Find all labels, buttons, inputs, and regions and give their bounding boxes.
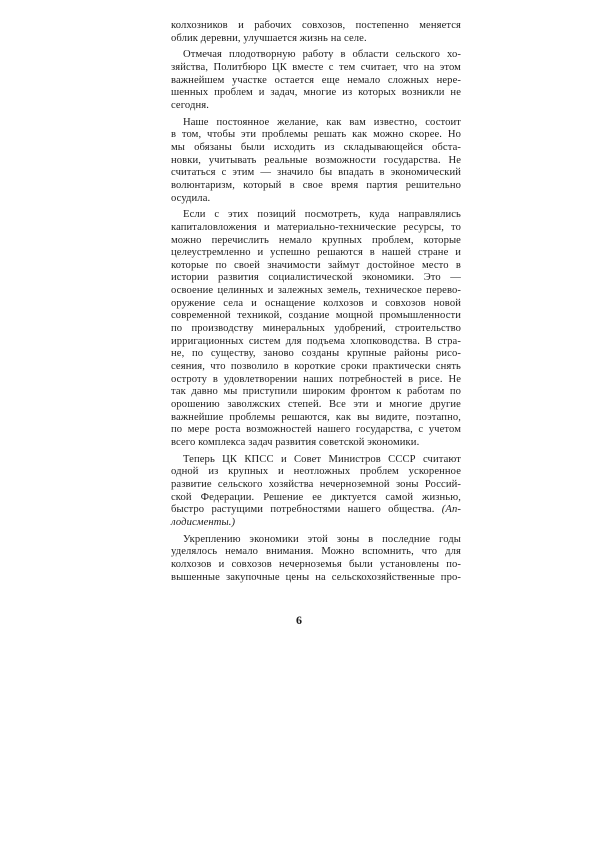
text-line: Если с этих позиций посмотреть, куда направлялись	[183, 209, 461, 221]
text-line: важнейшем участке остается еще немало сложных нере-	[171, 74, 461, 86]
text-line: новки, учитывать реальные возможности государства. Не	[171, 154, 461, 166]
text-line: в том, чтобы эти проблемы решать как можно скорее. Но	[171, 129, 461, 141]
page-number: 6	[296, 613, 302, 627]
text-line: мы обязаны были исходить из складывающейся обста-	[171, 141, 461, 153]
text-line: целеустремленно и успешно решаются в нашей стране и	[171, 247, 461, 259]
text-line: по мере роста возможностей нашего государства, с учетом	[171, 424, 461, 436]
text-line: Теперь ЦК КПСС и Совет Министров СССР считают	[183, 453, 461, 465]
text-line: колхозов и совхозов нечерноземья были установлены по-	[171, 558, 461, 570]
text-line: ирригационных систем для подъема хлопководства. В стра-	[171, 335, 461, 347]
text-line: оружение села и оснащение колхозов и совхозов новой	[171, 297, 461, 309]
text-line: вышенные закупочные цены на сельскохозяйственные про-	[171, 571, 461, 583]
applause-note: лодисменты.)	[171, 516, 236, 528]
text-line: истории развития социалистической экономики. Это —	[171, 272, 461, 284]
applause-note: (Ап-	[441, 504, 461, 516]
text-line: которые по своей значимости займут достойное место в	[171, 259, 461, 271]
text-line: современной техникой, создание мощной промышленности	[171, 310, 461, 322]
text-line: Отмечая плодотворную работу в области сельского хо-	[183, 49, 461, 61]
text-line	[171, 517, 461, 530]
text-line: шенных проблем и задач, многие из которых возникли не	[171, 87, 461, 99]
text-line: всего комплекса задач развития советской экономики.	[171, 437, 420, 448]
text-line: ской Федерации. Решение ее диктуется самой жизнью,	[171, 491, 461, 503]
page-text	[171, 20, 461, 584]
text-line: уделялось немало внимания. Можно вспомнить, что для	[171, 546, 461, 558]
text-line: важнейшие проблемы решаются, как вы видите, поэтапно,	[171, 411, 461, 423]
text-line: орошению заволжских степей. Все эти и многие другие	[171, 399, 461, 411]
text-line: волюнтаризм, который в свое время партия решительно	[171, 179, 461, 191]
text-line: облик деревни, улучшается жизнь на селе.	[171, 32, 367, 44]
text-line: капиталовложения и материально-технические ресурсы, то	[171, 221, 461, 233]
text-line: осудила.	[171, 192, 211, 204]
text-line: не, по существу, заново созданы крупные районы рисо-	[171, 348, 461, 360]
text-line: остроту в удовлетворении наших потребностей в рисе. Не	[171, 373, 461, 385]
text-line: можно перечислить немало крупных проблем, которые	[171, 234, 461, 246]
text-line: так давно мы приступили широким фронтом к работам по	[171, 386, 461, 398]
text-line: сегодня.	[171, 99, 209, 111]
text-line	[171, 504, 461, 517]
text-run: быстро растущими потребностями нашего общества.	[171, 504, 435, 516]
text-line: одной из крупных и неотложных проблем ускоренное	[171, 466, 461, 478]
text-line: считаться с этим — значило бы впадать в экономический	[171, 167, 461, 179]
text-line: по производству минеральных удобрений, строительство	[171, 323, 461, 335]
text-line: сеяния, что позволило в короткие сроки практически снять	[171, 361, 461, 373]
text-line: колхозников и рабочих совхозов, постепенно меняется	[171, 20, 461, 31]
text-line: Наше постоянное желание, как вам известно, состоит	[183, 116, 461, 128]
text-line: Укреплению экономики этой зоны в последние годы	[183, 533, 461, 545]
text-line: развитие сельского хозяйства нечерноземной зоны Россий-	[171, 478, 461, 490]
text-line: зяйства, Политбюро ЦК вместе с тем считает, что на этом	[171, 61, 461, 73]
text-line: освоение целинных и залежных земель, техническое перево-	[171, 285, 461, 297]
